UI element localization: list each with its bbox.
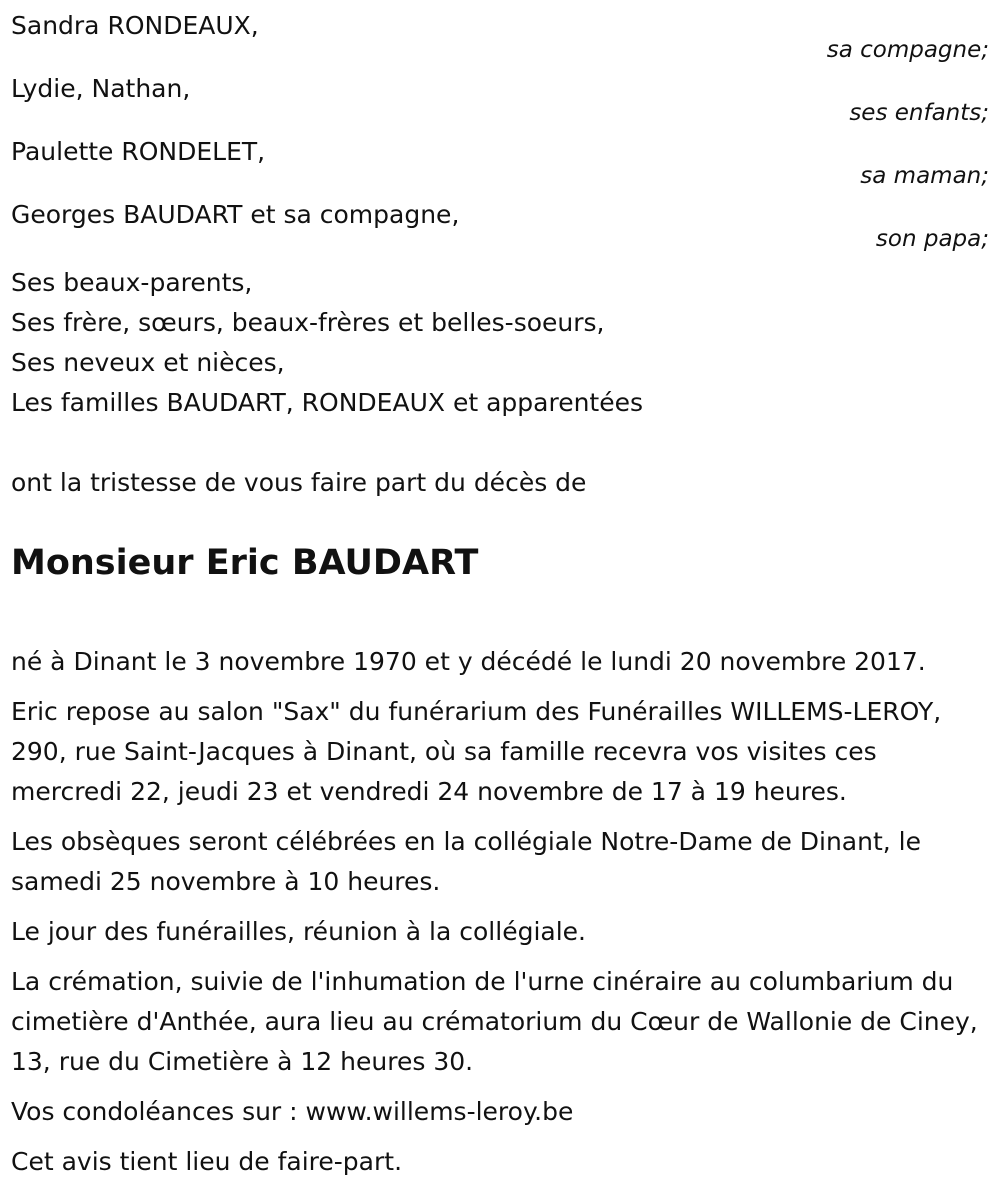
other-relatives-line: Ses beaux-parents, [11,268,253,297]
announcement-text: ont la tristesse de vous faire part du décès de [11,468,587,497]
relative-name: Georges BAUDART et sa compagne, [11,200,460,229]
deceased-name: Monsieur Eric BAUDART [11,543,479,583]
birth-death-info: né à Dinant le 3 novembre 1970 et y décédé le lundi 20 novembre 2017. [11,647,926,676]
relative-name: Lydie, Nathan, [11,74,191,103]
funeral-details [11,642,989,1182]
relative-entry-children [11,63,989,126]
relative-entry-mother [11,126,989,189]
relative-entry-father [11,189,989,252]
other-relatives [11,263,989,423]
notice-statement: Cet avis tient lieu de faire-part. [11,1147,403,1176]
condolences-info: Vos condoléances sur : www.willems-leroy.be [11,1097,574,1126]
relative-role: son papa; [875,226,989,252]
other-relatives-line: Les familles BAUDART, RONDEAUX et apparentées [11,388,644,417]
visitation-info: Eric repose au salon "Sax" du funérarium des Funérailles WILLEMS-LEROY, 290, rue Saint-Jacques à Dinant, où sa famille recevra vos visites ces mercredi 22, jeudi 23 et vendredi 24 novembre de 17 à 19 heures. [11,697,942,806]
relative-name: Sandra RONDEAUX, [11,11,259,40]
meeting-info: Le jour des funérailles, réunion à la collégiale. [11,917,586,946]
relative-role: ses enfants; [849,100,989,126]
other-relatives-line: Ses frère, sœurs, beaux-frères et belles-soeurs, [11,308,605,337]
relative-name: Paulette RONDELET, [11,137,266,166]
funeral-service-info: Les obsèques seront célébrées en la collégiale Notre-Dame de Dinant, le samedi 25 novembre à 10 heures. [11,827,921,896]
other-relatives-line: Ses neveux et nièces, [11,348,285,377]
relative-role: sa maman; [860,163,989,189]
relative-role: sa compagne; [826,37,989,63]
cremation-info: La crémation, suivie de l'inhumation de l'urne cinéraire au columbarium du cimetière d'Anthée, aura lieu au crématorium du Cœur de Wallonie de Ciney, 13, rue du Cimetière à 12 heures 30. [11,967,978,1076]
obituary-notice [11,0,989,1192]
relative-entry-partner [11,0,989,63]
